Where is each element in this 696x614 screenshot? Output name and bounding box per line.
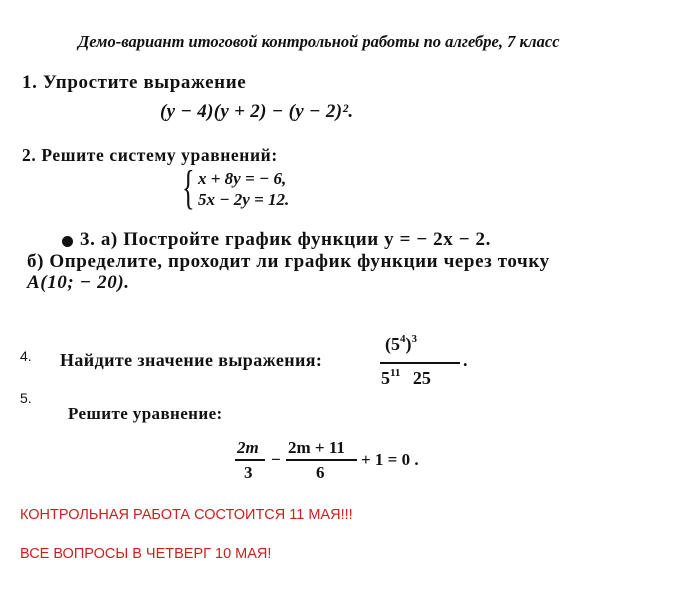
task-4-fraction-bar (380, 362, 460, 364)
task-3-part-a-row (80, 229, 491, 251)
notice-questions: ВСЕ ВОПРОСЫ В ЧЕТВЕРГ 10 МАЯ! (20, 546, 272, 562)
task-5-fraction-1-numerator: 2m (237, 438, 259, 457)
task-3-number: 3. (80, 229, 96, 250)
task-5-minus: − (271, 450, 281, 469)
task-3-part-b-line2: A(10; − 20). (27, 272, 130, 293)
task-3-part-a: а) Постройте график функции y = − 2x − 2. (100, 229, 491, 250)
document-title: Демо-вариант итоговой контрольной работы по алгебре, 7 класс (78, 32, 560, 51)
task-4-text: Найдите значение выражения: (60, 350, 323, 370)
task-4-end: . (463, 350, 468, 370)
system-brace: { (182, 161, 195, 214)
task-5-fraction-2-bar (286, 459, 357, 461)
system-equation-2: 5x − 2y = 12. (198, 190, 290, 209)
task-1-expression: (y − 4)(y + 2) − (y − 2)². (160, 101, 354, 122)
task-5-text: Решите уравнение: (68, 404, 223, 423)
task-4-denominator-exp: 11 (390, 367, 401, 379)
task-4-denominator-factor: 25 (412, 368, 431, 388)
task-2-number: 2. (22, 145, 37, 165)
task-3-part-b-line1: б) Определите, проходит ли график функции через точку (27, 251, 550, 272)
bullet-icon (62, 236, 73, 247)
notice-date: КОНТРОЛЬНАЯ РАБОТА СОСТОИТСЯ 11 МАЯ!!! (20, 507, 353, 523)
task-5-fraction-1-denominator: 3 (244, 463, 253, 482)
task-5-number: 5. (20, 390, 32, 406)
task-4-numerator-close: ) (405, 334, 412, 354)
task-4-numerator-outer-exp: 3 (411, 333, 417, 345)
task-5-fraction-1-bar (235, 459, 265, 461)
task-4-number: 4. (20, 348, 32, 364)
system-equation-1: x + 8y = − 6, (198, 169, 287, 188)
task-5-tail: + 1 = 0 . (361, 450, 419, 469)
task-4-numerator-base: (5 (385, 334, 400, 354)
task-1-text: Упростите выражение (42, 72, 247, 93)
task-4-denominator-base: 5 (381, 368, 390, 388)
task-2-text: Решите систему уравнений: (41, 145, 278, 165)
task-5-fraction-2-denominator: 6 (316, 463, 325, 482)
task-4-numerator (385, 333, 417, 355)
task-5-fraction-2-numerator: 2m + 11 (288, 438, 345, 457)
task-4-denominator (381, 367, 431, 389)
task-1-number: 1. (22, 72, 38, 93)
task-1 (22, 72, 246, 94)
task-2 (22, 145, 278, 166)
task-4-numerator-inner-exp: 4 (400, 333, 406, 345)
